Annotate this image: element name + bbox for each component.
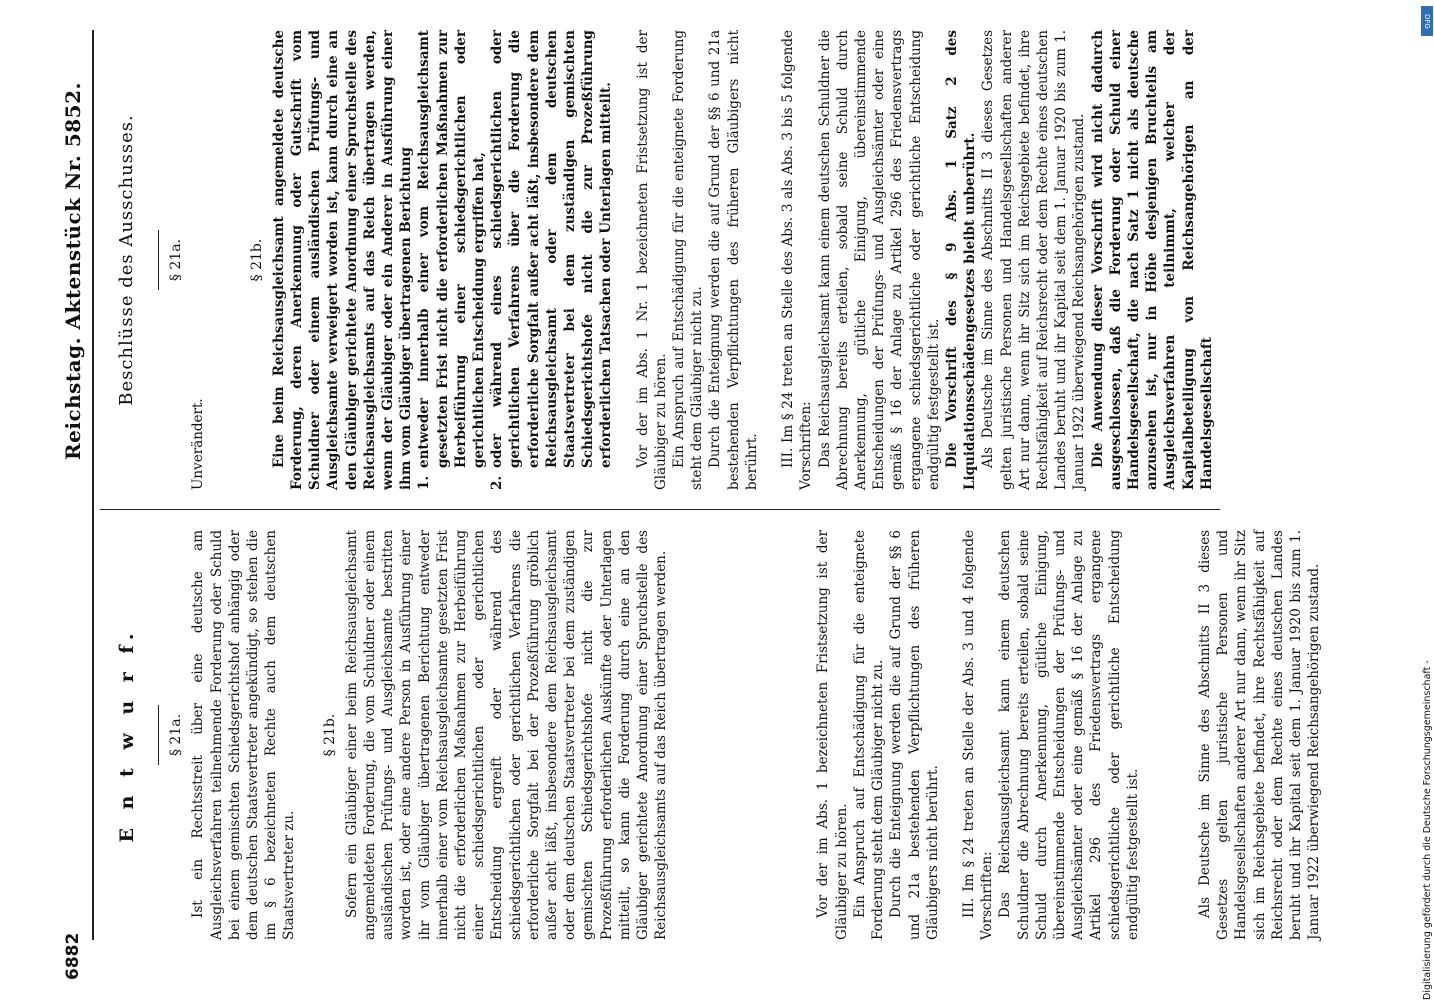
section-21b-intro: Eine beim Reichsausgleichsamt angemeldete deutsche Forderung, deren Anerkennung oder Gutschrift vom Schuldner oder einem ausländischen Prüfungs- und Ausgleichsamte verweigert worden ist, kann durch eine an den Gläubiger gerichtete Anordnung einer Spruchstelle des Reichsausgleichsamts auf das Reich übertragen werden, wenn der Gläubiger oder ein Anderer in Ausführung einer ihm vom Gläubiger übertragenen Berichtung [270,30,415,490]
paragraph-iii: III. Im § 24 treten an Stelle des Abs. 3 als Abs. 3 bis 5 folgende Vorschriften: [780,30,815,490]
paragraph-das: Das Reichsausgleichsamt kann einem deutschen Schuldner die Abrechnung bereits erteilen, sobald seine Schuld durch Anerkennung, gütliche Einigung, übereinstimmende Entscheidungen der Prüfungs- und Ausgleichsämter oder eine gemäß § 16 der Anlage zu Artikel 296 des Friedensvertrags ergangene schiedsgerichtliche oder gerichtliche Entscheidung endgültig festgestellt ist. [997,530,1141,940]
title-rule [158,230,159,290]
digitization-note-text: Digitalisierung gefördert durch die Deutsche Forschungsgemeinschaft - [1422,660,1433,1000]
digitization-note [1418,0,1434,1000]
section-21a-heading: § 21a. [168,238,185,282]
paragraph-als: Als Deutsche im Sinne des Abschnitts II 3 dieses Gesetzes gelten juristische Personen und Handelsgesellschaften anderer Art nur dann, wenn ihr Sitz sich im Reichsgebiete befindet, ihre Rechtsfähigkeit auf Reichsrecht oder dem Rechte eines deutschen Landes beruht und ihr Kapital seit dem 1. Januar 1920 bis zum 1. Januar 1922 überwiegend Reichsangehörigen zustand. [980,30,1088,490]
paragraph-iii: III. Im § 24 treten an Stelle der Abs. 3 und 4 folgende Vorschriften: [960,530,996,940]
committee-column-title: Beschlüsse des Ausschusses. [116,114,137,406]
paragraph-anspruch: Ein Anspruch auf Entschädigung für die enteignete Forderung steht dem Gläubiger nicht zu. [851,530,887,940]
section-21b-heading: § 21b. [321,713,338,757]
paragraph-das: Das Reichsausgleichsamt kann einem deutschen Schuldner die Abrechnung bereits erteilen, sobald seine Schuld durch Anerkennung, gütliche Einigung, übereinstimmende Entscheidungen der Prüfungs- und Ausgleichsämter oder eine gemäß § 16 der Anlage zu Artikel 296 des Friedensvertrags ergangene schiedsgerichtliche oder gerichtliche Entscheidung endgültig festgestellt ist. [816,30,942,490]
section-21b-heading: § 21b. [248,238,265,282]
section-21a-text: Ist ein Rechtsstreit über eine deutsche am Ausgleichsverfahren teilnehmende Forderung oder Schuld bei einem gemischten Schiedsgerichtshof anhängig oder dem deutschen Staatsvertreter angekündigt, so stehen die im § 6 bezeichneten Rechte auch dem deutschen Staatsvertreter zu. [190,530,298,940]
paragraph-vor: Vor der im Abs. 1 Nr. 1 bezeichneten Fristsetzung ist der Gläubiger zu hören. [634,30,669,490]
header-rule [92,30,94,940]
draft-column-title: E n t w u r f. [116,627,138,843]
paragraph-anwendung: Die Anwendung dieser Vorschrift wird nicht dadurch ausgeschlossen, daß die Forderung oder Schuld einer Handelsgesellschaft, die nach Satz 1 nicht als deutsche anzusehen ist, nur in Höhe desjenigen Bruchteils am Ausgleichsverfahren teilnimmt, welcher der Kapitalbeteiligung von Reichsangehörigen an der Handelsgesellschaft [1089,30,1215,490]
paragraph-durch: Durch die Enteignung werden die auf Grund der §§ 6 und 21a bestehenden Verpflichtungen des früheren Gläubigers nicht berührt. [707,30,760,490]
list-item: 2. oder während eines schiedsgerichtlichen oder gerichtlichen Verfahrens über die Forderung die erforderliche Sorgfalt außer acht läßt, insbesondere dem Reichsausgleichsamt oder dem deutschen Staatsvertreter bei dem zuständigen gemischten Schiedsgerichtshofe nicht die zur Prozeßführung erforderlichen Tatsachen oder Unterlagen mitteilt. [489,30,615,490]
section-21a-heading: § 21a. [168,713,185,757]
draft-column [100,530,1323,940]
list-item: 1. entweder innerhalb einer vom Reichsausgleichsamt gesetzten Frist nicht die erforderlichen Maßnahmen zur Herbeiführung einer schiedsgerichtlichen oder gerichtlichen Entscheidung ergriffen hat, [416,30,488,490]
running-title: Reichstag. Aktenstück Nr. 5852. [61,82,85,460]
committee-column [100,30,1216,490]
page-number: 6882 [63,932,83,980]
section-21b-text: Sofern ein Gläubiger einer beim Reichsausgleichsamt angemeldeten Forderung, die vom Schuldner oder einem ausländischen Prüfungs- und Ausgleichsamte bestritten worden ist, oder eine andere Person in Ausführung einer ihr vom Gläubiger übertragenen Berichtung entweder innerhalb einer vom Reichsausgleichsamte gesetzten Frist nicht die erforderlichen Maßnahmen zur Herbeiführung einer schiedsgerichtlichen oder gerichtlichen Entscheidung ergreift oder während des schiedsgerichtlichen oder gerichtlichen Verfahrens die erforderliche Sorgfalt bei der Prozeßführung gröblich außer acht läßt, insbesondere dem Reichsausgleichsamt oder dem deutschen Staatsvertreter bei dem zuständigen gemischten Schiedsgerichtshofe nicht die zur Prozeßführung erforderlichen Auskünfte oder Unterlagen mitteilt, so kann die Forderung durch eine an den Gläubiger gerichtete Anordnung einer Spruchstelle des Reichsausgleichsamts auf das Reich übertragen werden. [343,530,670,940]
paragraph-vor: Vor der im Abs. 1 bezeichneten Fristsetzung ist der Gläubiger zu hören. [815,530,850,940]
paragraph-anspruch: Ein Anspruch auf Entschädigung für die enteignete Forderung steht dem Gläubiger nicht zu. [671,30,706,490]
dfg-logo-icon: DFG [1421,6,1433,36]
paragraph-die: Die Vorschrift des § 9 Abs. 1 Satz 2 des Liquidationsschädengesetzes bleibt unberührt. [943,30,979,490]
paragraph-als: Als Deutsche im Sinne des Abschnitts II 3 dieses Gesetzes gelten juristische Personen und Handelsgesellschaften anderer Art nur dann, wenn ihr Sitz sich im Reichsgebiete befindet, ihre Rechtsfähigkeit auf Reichsrecht oder dem Rechte eines deutschen Landes beruht und ihr Kapital seit dem 1. Januar 1920 bis zum 1. Januar 1922 überwiegend Reichsangehörigen zustand. [1196,530,1323,940]
section-21a-text: Unverändert. [190,398,207,490]
paragraph-durch: Durch die Enteignung werden die auf Grund der §§ 6 und 21a bestehenden Verpflichtungen des früheren Gläubigers nicht berührt. [888,530,941,940]
page-header [55,30,95,980]
title-rule [158,705,159,765]
section-21b-list [415,30,615,490]
column-divider [100,509,1220,510]
